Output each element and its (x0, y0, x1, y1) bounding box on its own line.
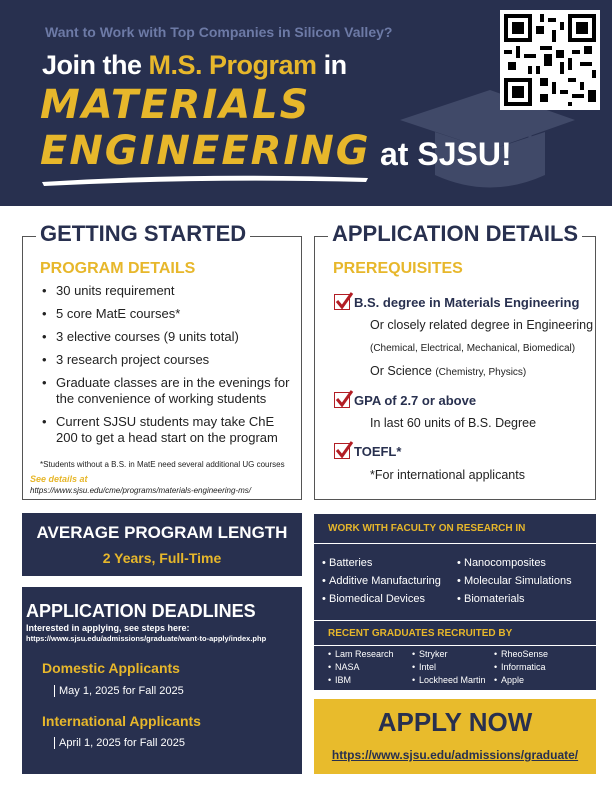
recruited-title: RECENT GRADUATES RECRUITED BY (328, 628, 513, 639)
list-item: • Current SJSU students may take ChE 200 to get a head start on the program (42, 414, 292, 446)
header-banner (0, 0, 612, 206)
list-item: • Molecular Simulations (457, 572, 572, 590)
list-item: • IBM (328, 674, 394, 687)
list-item: • Additive Manufacturing (322, 572, 441, 590)
list-item: • 30 units requirement (42, 283, 292, 299)
program-details-list (42, 283, 292, 453)
apply-now-panel (314, 699, 596, 774)
requirement-label: TOEFL* (354, 443, 402, 459)
international-date: April 1, 2025 for Fall 2025 (54, 737, 185, 749)
engineering-word: ENGINEERING (40, 128, 371, 174)
recruiters-list-3 (494, 648, 548, 687)
international-label: International Applicants (42, 713, 201, 729)
apply-now-link[interactable]: https://www.sjsu.edu/admissions/graduate/ (331, 748, 579, 762)
materials-word: MATERIALS (40, 82, 311, 128)
list-item: • Batteries (322, 554, 441, 572)
recruiters-list-1 (328, 648, 394, 687)
list-item: • 5 core MatE courses* (42, 306, 292, 322)
science-fields: (Chemistry, Physics) (435, 367, 527, 378)
checkbox-checked-icon (334, 294, 350, 310)
qr-code-icon[interactable] (500, 10, 600, 110)
at-sjsu-text: at SJSU! (380, 136, 512, 172)
see-details-label: See details at (30, 474, 88, 484)
average-length-panel (22, 513, 302, 576)
requirement-toefl (334, 443, 401, 459)
list-item: • 3 elective courses (9 units total) (42, 329, 292, 345)
domestic-date: May 1, 2025 for Fall 2025 (54, 685, 184, 697)
domestic-label: Domestic Applicants (42, 660, 180, 676)
research-list-right (457, 554, 572, 608)
research-header (314, 514, 596, 544)
tagline: Want to Work with Top Companies in Silicon Valley? (45, 24, 393, 40)
deadlines-intro: Interested in applying, see steps here: (26, 623, 190, 633)
list-item: • Intel (412, 661, 486, 674)
list-item: • Lockheed Martin (412, 674, 486, 687)
program-name: M.S. Program (148, 50, 317, 80)
science-label: Or Science (370, 364, 432, 378)
list-item: • Graduate classes are in the evenings for the convenience of working students (42, 375, 292, 407)
average-length-value: 2 Years, Full-Time (102, 550, 222, 566)
recruited-header (314, 620, 596, 646)
toefl-note: *For international applicants (370, 468, 525, 482)
requirement-degree (334, 294, 579, 310)
list-item: • Nanocomposites (457, 554, 572, 572)
requirement-label: B.S. degree in Materials Engineering (354, 294, 580, 310)
list-item: • Biomaterials (457, 590, 572, 608)
deadlines-title: APPLICATION DEADLINES (26, 601, 256, 621)
list-item: • 3 research project courses (42, 352, 292, 368)
list-item: • NASA (328, 661, 394, 674)
list-item: • Stryker (412, 648, 486, 661)
apply-steps-link[interactable]: https://www.sjsu.edu/admissions/graduate/want-to-apply/index.php (26, 634, 267, 643)
join-headline (42, 50, 347, 81)
mate-courses-note: *Students without a B.S. in MatE need several additional UG courses (40, 460, 285, 469)
getting-started-title: GETTING STARTED (36, 221, 250, 247)
list-item: • Apple (494, 674, 548, 687)
list-item: • Lam Research (328, 648, 394, 661)
list-item: • Informatica (494, 661, 548, 674)
checkbox-checked-icon (334, 443, 350, 459)
requirement-alt: Or closely related degree in Engineering (370, 318, 594, 332)
program-details-subtitle: PROGRAM DETAILS (40, 260, 196, 277)
gpa-note: In last 60 units of B.S. Degree (370, 416, 537, 430)
join-prefix: Join the (42, 50, 149, 80)
checkbox-checked-icon (334, 392, 350, 408)
research-panel (314, 514, 596, 690)
requirement-label: GPA of 2.7 or above (354, 392, 477, 408)
requirement-fields: (Chemical, Electrical, Mechanical, Biomedical) (370, 343, 576, 354)
apply-now-title: APPLY NOW (377, 707, 533, 737)
requirement-science (370, 364, 526, 378)
application-details-title: APPLICATION DETAILS (328, 221, 582, 247)
deadlines-panel (22, 587, 302, 774)
underline-swoosh (40, 172, 370, 186)
average-length-title: AVERAGE PROGRAM LENGTH (36, 523, 288, 542)
requirement-gpa (334, 392, 476, 408)
list-item: • RheoSense (494, 648, 548, 661)
recruiters-list-2 (412, 648, 486, 687)
list-item: • Biomedical Devices (322, 590, 441, 608)
prerequisites-subtitle: PREREQUISITES (333, 260, 463, 277)
research-list-left (322, 554, 441, 608)
research-title: WORK WITH FACULTY ON RESEARCH IN (328, 523, 526, 534)
program-details-link[interactable]: https://www.sjsu.edu/cme/programs/materials-engineering-ms/ (30, 486, 251, 495)
join-suffix: in (316, 50, 347, 80)
